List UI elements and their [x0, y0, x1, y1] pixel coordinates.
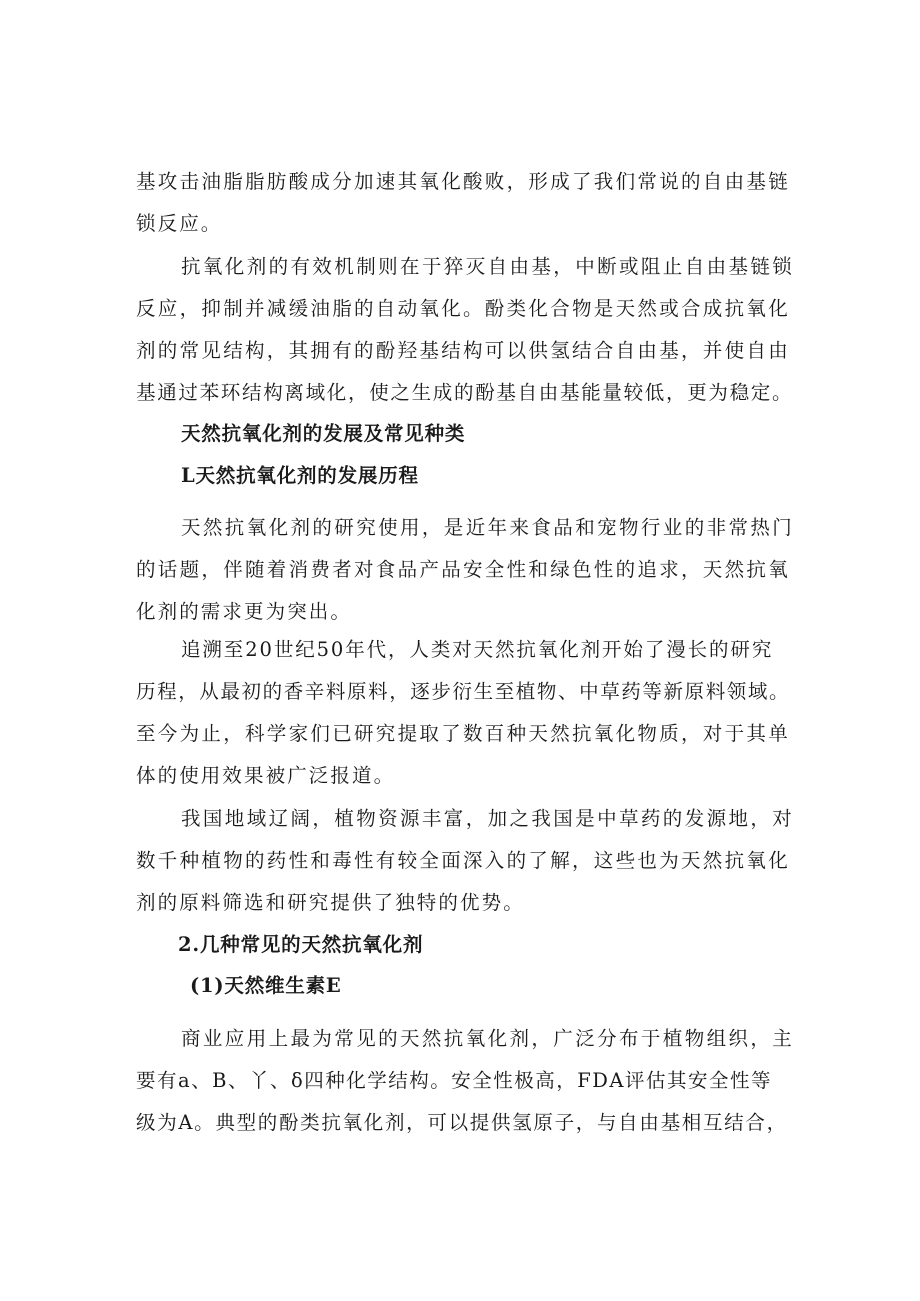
- subheading-vitamin-e: (1)天然维生素E: [190, 974, 342, 997]
- paragraph-line: 体的使用效果被广泛报道。: [136, 764, 396, 787]
- section-heading: 天然抗氧化剂的发展及常见种类: [181, 422, 466, 445]
- paragraph-line: 追溯至20世纪50年代，人类对天然抗氧化剂开始了漫长的研究: [181, 638, 774, 661]
- paragraph-line: 剂的常见结构，其拥有的酚羟基结构可以供氢结合自由基，并使自由: [136, 339, 791, 362]
- paragraph-line: 商业应用上最为常见的天然抗氧化剂，广泛分布于植物组织，主: [181, 1027, 795, 1050]
- paragraph-line: 基攻击油脂脂肪酸成分加速其氧化酸败，形成了我们常说的自由基链: [136, 170, 791, 193]
- paragraph-line: 基通过苯环结构离域化，使之生成的酚基自由基能量较低，更为稳定。: [136, 381, 794, 404]
- subheading-common-antioxidants: 2.几种常见的天然抗氧化剂: [178, 933, 424, 956]
- paragraph-line: 锁反应。: [136, 212, 223, 235]
- subheading-development-history: L天然抗氧化剂的发展历程: [181, 464, 419, 487]
- paragraph-line: 数千种植物的药性和毒性有较全面深入的了解，这些也为天然抗氧化: [136, 849, 791, 872]
- paragraph-line: 剂的原料筛选和研究提供了独特的优势。: [136, 891, 525, 914]
- paragraph-line: 的话题，伴随着消费者对食品产品安全性和绿色性的追求，天然抗氧: [136, 558, 791, 581]
- paragraph-line: 天然抗氧化剂的研究使用，是近年来食品和宠物行业的非常热门: [181, 516, 795, 539]
- paragraph-line: 抗氧化剂的有效机制则在于猝灭自由基，中断或阻止自由基链锁: [181, 255, 795, 278]
- paragraph-line: 要有a、B、丫、δ四种化学结构。安全性极高，FDA评估其安全性等: [136, 1069, 772, 1092]
- paragraph-line: 我国地域辽阔，植物资源丰富，加之我国是中草药的发源地，对: [181, 807, 795, 830]
- paragraph-line: 化剂的需求更为突出。: [136, 600, 353, 623]
- paragraph-line: 历程，从最初的香辛料原料，逐步衍生至植物、中草药等新原料领域。: [136, 680, 791, 703]
- paragraph-line: 至今为止，科学家们已研究提取了数百种天然抗氧化物质，对于其单: [136, 722, 791, 745]
- paragraph-line: 反应，抑制并减缓油脂的自动氧化。酚类化合物是天然或合成抗氧化: [136, 297, 791, 320]
- paragraph-line: 级为A。典型的酚类抗氧化剂，可以提供氢原子，与自由基相互结合，: [136, 1111, 788, 1134]
